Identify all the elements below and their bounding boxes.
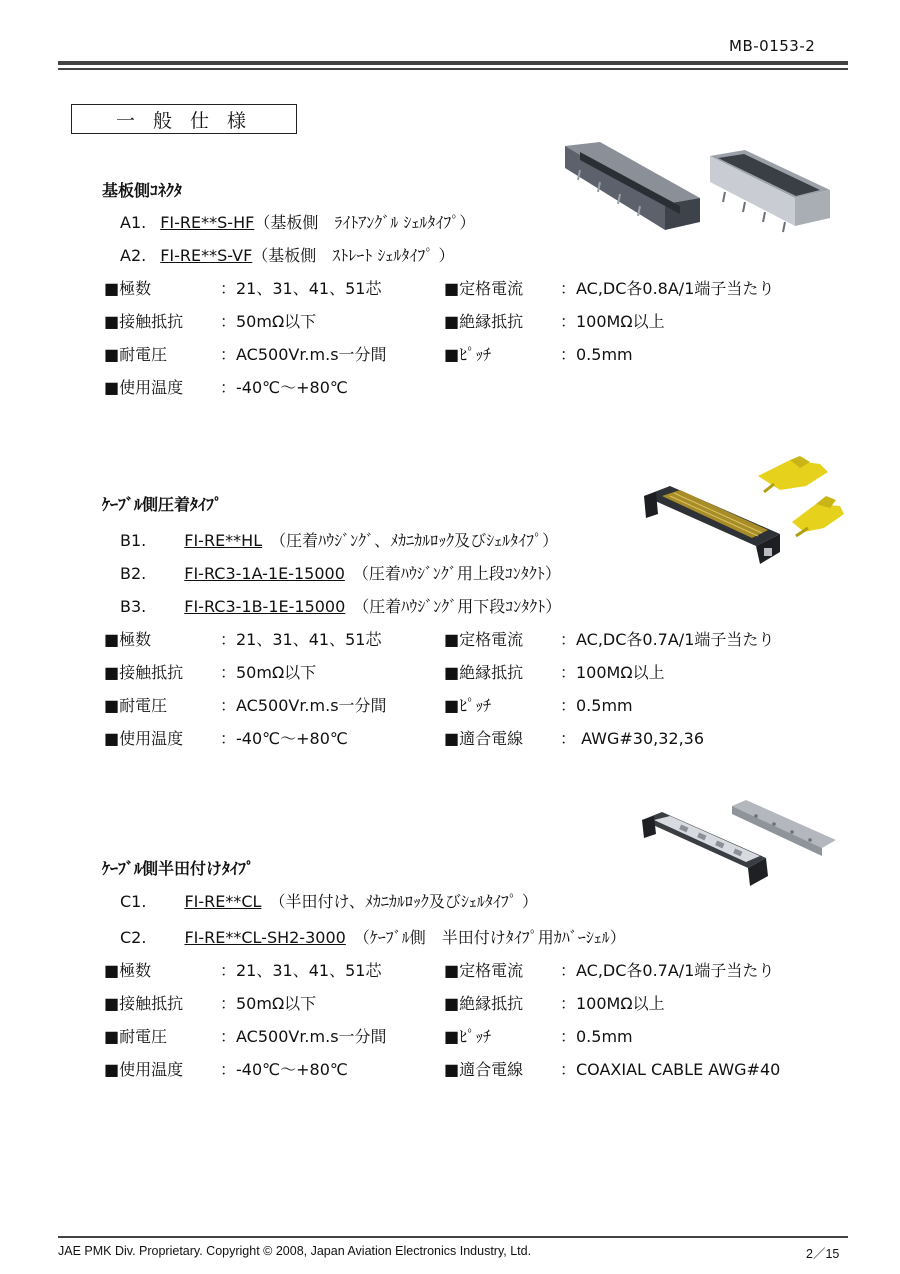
item-code: C2. bbox=[120, 928, 147, 947]
section-title-cable-solder: ｹｰﾌﾞﾙ側半田付けﾀｲﾌﾟ bbox=[102, 859, 255, 878]
item-desc: （基板側 ﾗｲﾄｱﾝｸﾞﾙ ｼｪﾙﾀｲﾌﾟ） bbox=[254, 213, 476, 232]
spec-row bbox=[444, 660, 665, 683]
spec-value: ：0.5mm bbox=[560, 1027, 633, 1046]
item-model: FI-RC3-1B-1E-15000 bbox=[184, 597, 346, 616]
spec-value: ：50mΩ以下 bbox=[220, 994, 317, 1013]
item-c2 bbox=[120, 925, 626, 948]
spec-label: ■定格電流 bbox=[444, 961, 524, 980]
spec-value: ： AWG#30,32,36 bbox=[560, 729, 705, 748]
page-title: 一 般 仕 様 bbox=[71, 104, 297, 134]
spec-label: ■定格電流 bbox=[444, 630, 524, 649]
spec-value: ：AC,DC各0.7A/1端子当たり bbox=[560, 961, 775, 980]
spec-value: ：0.5mm bbox=[560, 696, 633, 715]
item-code: A1. bbox=[120, 213, 147, 232]
item-model: FI-RE**HL bbox=[184, 531, 263, 550]
spec-row bbox=[444, 309, 665, 332]
spec-label: ■接触抵抗 bbox=[104, 994, 184, 1013]
spec-row bbox=[104, 958, 381, 981]
page-number: 2／15 bbox=[806, 1247, 840, 1261]
spec-label: ■絶縁抵抗 bbox=[444, 312, 524, 331]
item-desc: （半田付け、ﾒｶﾆｶﾙﾛｯｸ及びｼｪﾙﾀｲﾌﾟ ） bbox=[261, 892, 538, 911]
item-b2 bbox=[120, 561, 561, 584]
spec-label: ■耐電圧 bbox=[104, 345, 168, 364]
section-title-cable-crimp: ｹｰﾌﾞﾙ側圧着ﾀｲﾌﾟ bbox=[102, 495, 223, 514]
spec-row bbox=[444, 342, 633, 365]
item-model: FI-RE**CL bbox=[184, 892, 262, 911]
spec-label: ■接触抵抗 bbox=[104, 663, 184, 682]
item-code: B1. bbox=[120, 531, 147, 550]
spec-label: ■極数 bbox=[104, 961, 152, 980]
spec-label: ■適合電線 bbox=[444, 729, 524, 748]
header-rule-thin bbox=[58, 68, 848, 70]
spec-value: ：0.5mm bbox=[560, 345, 633, 364]
item-desc: （圧着ﾊｳｼﾞﾝｸﾞ用上段ｺﾝﾀｸﾄ） bbox=[344, 564, 561, 583]
item-model: FI-RE**CL-SH2-3000 bbox=[184, 928, 346, 947]
header-rule bbox=[58, 61, 848, 65]
spec-row bbox=[444, 726, 704, 749]
spec-row bbox=[444, 693, 633, 716]
spec-value: ：AC500Vr.m.s一分間 bbox=[220, 1027, 387, 1046]
spec-value: ：50mΩ以下 bbox=[220, 663, 317, 682]
board-connector-image bbox=[560, 138, 840, 238]
spec-row bbox=[104, 276, 381, 299]
spec-label: ■ﾋﾟｯﾁ bbox=[444, 1027, 492, 1046]
spec-row bbox=[444, 627, 774, 650]
item-b3 bbox=[120, 594, 561, 617]
item-desc: （圧着ﾊｳｼﾞﾝｸﾞ、ﾒｶﾆｶﾙﾛｯｸ及びｼｪﾙﾀｲﾌﾟ） bbox=[262, 531, 559, 550]
spec-value: ：AC500Vr.m.s一分間 bbox=[220, 696, 387, 715]
spec-value: ：21、31、41、51芯 bbox=[220, 961, 382, 980]
spec-row bbox=[104, 693, 387, 716]
spec-row bbox=[104, 1024, 387, 1047]
spec-label: ■定格電流 bbox=[444, 279, 524, 298]
spec-value: ：-40℃～+80℃ bbox=[220, 1060, 348, 1079]
spec-value: ：21、31、41、51芯 bbox=[220, 279, 382, 298]
item-code: B3. bbox=[120, 597, 147, 616]
spec-row bbox=[104, 991, 316, 1014]
item-a1 bbox=[120, 210, 475, 233]
spec-row bbox=[104, 627, 381, 650]
item-model: FI-RE**S-VF bbox=[160, 246, 253, 265]
item-code: A2. bbox=[120, 246, 147, 265]
spec-label: ■適合電線 bbox=[444, 1060, 524, 1079]
spec-value: ：AC,DC各0.7A/1端子当たり bbox=[560, 630, 775, 649]
spec-label: ■使用温度 bbox=[104, 729, 184, 748]
spec-value: ：50mΩ以下 bbox=[220, 312, 317, 331]
spec-row bbox=[444, 958, 774, 981]
spec-label: ■使用温度 bbox=[104, 1060, 184, 1079]
spec-row bbox=[104, 375, 348, 398]
spec-row bbox=[444, 1057, 780, 1080]
document-number: MB-0153-2 bbox=[729, 37, 816, 55]
item-code: B2. bbox=[120, 564, 147, 583]
spec-row bbox=[104, 309, 316, 332]
spec-label: ■絶縁抵抗 bbox=[444, 663, 524, 682]
spec-row bbox=[104, 342, 387, 365]
solder-connector-image bbox=[636, 800, 842, 890]
footer-copyright: JAE PMK Div. Proprietary. Copyright © 2008, Japan Aviation Electronics Industry, Ltd. bbox=[58, 1244, 532, 1258]
spec-label: ■絶縁抵抗 bbox=[444, 994, 524, 1013]
spec-value: ：100MΩ以上 bbox=[560, 312, 665, 331]
spec-value: ：100MΩ以上 bbox=[560, 663, 665, 682]
spec-value: ：100MΩ以上 bbox=[560, 994, 665, 1013]
spec-row bbox=[104, 660, 316, 683]
spec-value: ：21、31、41、51芯 bbox=[220, 630, 382, 649]
item-desc: （基板側 ｽﾄﾚｰﾄ ｼｪﾙﾀｲﾌﾟ ） bbox=[252, 246, 455, 265]
spec-label: ■極数 bbox=[104, 630, 152, 649]
spec-row bbox=[444, 991, 665, 1014]
item-desc: （ｹｰﾌﾞﾙ側 半田付けﾀｲﾌﾟ用ｶﾊﾞｰｼｪﾙ） bbox=[345, 928, 626, 947]
spec-row bbox=[104, 726, 348, 749]
item-b1 bbox=[120, 528, 558, 551]
footer-rule bbox=[58, 1236, 848, 1238]
spec-value: ：AC500Vr.m.s一分間 bbox=[220, 345, 387, 364]
spec-row bbox=[444, 1024, 633, 1047]
spec-row bbox=[444, 276, 774, 299]
spec-label: ■耐電圧 bbox=[104, 696, 168, 715]
item-desc: （圧着ﾊｳｼﾞﾝｸﾞ用下段ｺﾝﾀｸﾄ） bbox=[345, 597, 562, 616]
section-title-board-connector: 基板側ｺﾈｸﾀ bbox=[102, 181, 183, 200]
spec-label: ■接触抵抗 bbox=[104, 312, 184, 331]
item-code: C1. bbox=[120, 892, 147, 911]
crimp-connector-image bbox=[640, 456, 850, 568]
spec-value: ：-40℃～+80℃ bbox=[220, 729, 348, 748]
spec-value: ：COAXIAL CABLE AWG#40 bbox=[560, 1060, 781, 1079]
spec-label: ■ﾋﾟｯﾁ bbox=[444, 345, 492, 364]
item-a2 bbox=[120, 243, 454, 266]
spec-label: ■使用温度 bbox=[104, 378, 184, 397]
spec-label: ■極数 bbox=[104, 279, 152, 298]
item-model: FI-RE**S-HF bbox=[160, 213, 255, 232]
spec-label: ■耐電圧 bbox=[104, 1027, 168, 1046]
spec-value: ：-40℃～+80℃ bbox=[220, 378, 348, 397]
item-c1 bbox=[120, 889, 538, 912]
item-model: FI-RC3-1A-1E-15000 bbox=[184, 564, 345, 583]
spec-row bbox=[104, 1057, 348, 1080]
spec-value: ：AC,DC各0.8A/1端子当たり bbox=[560, 279, 775, 298]
spec-label: ■ﾋﾟｯﾁ bbox=[444, 696, 492, 715]
